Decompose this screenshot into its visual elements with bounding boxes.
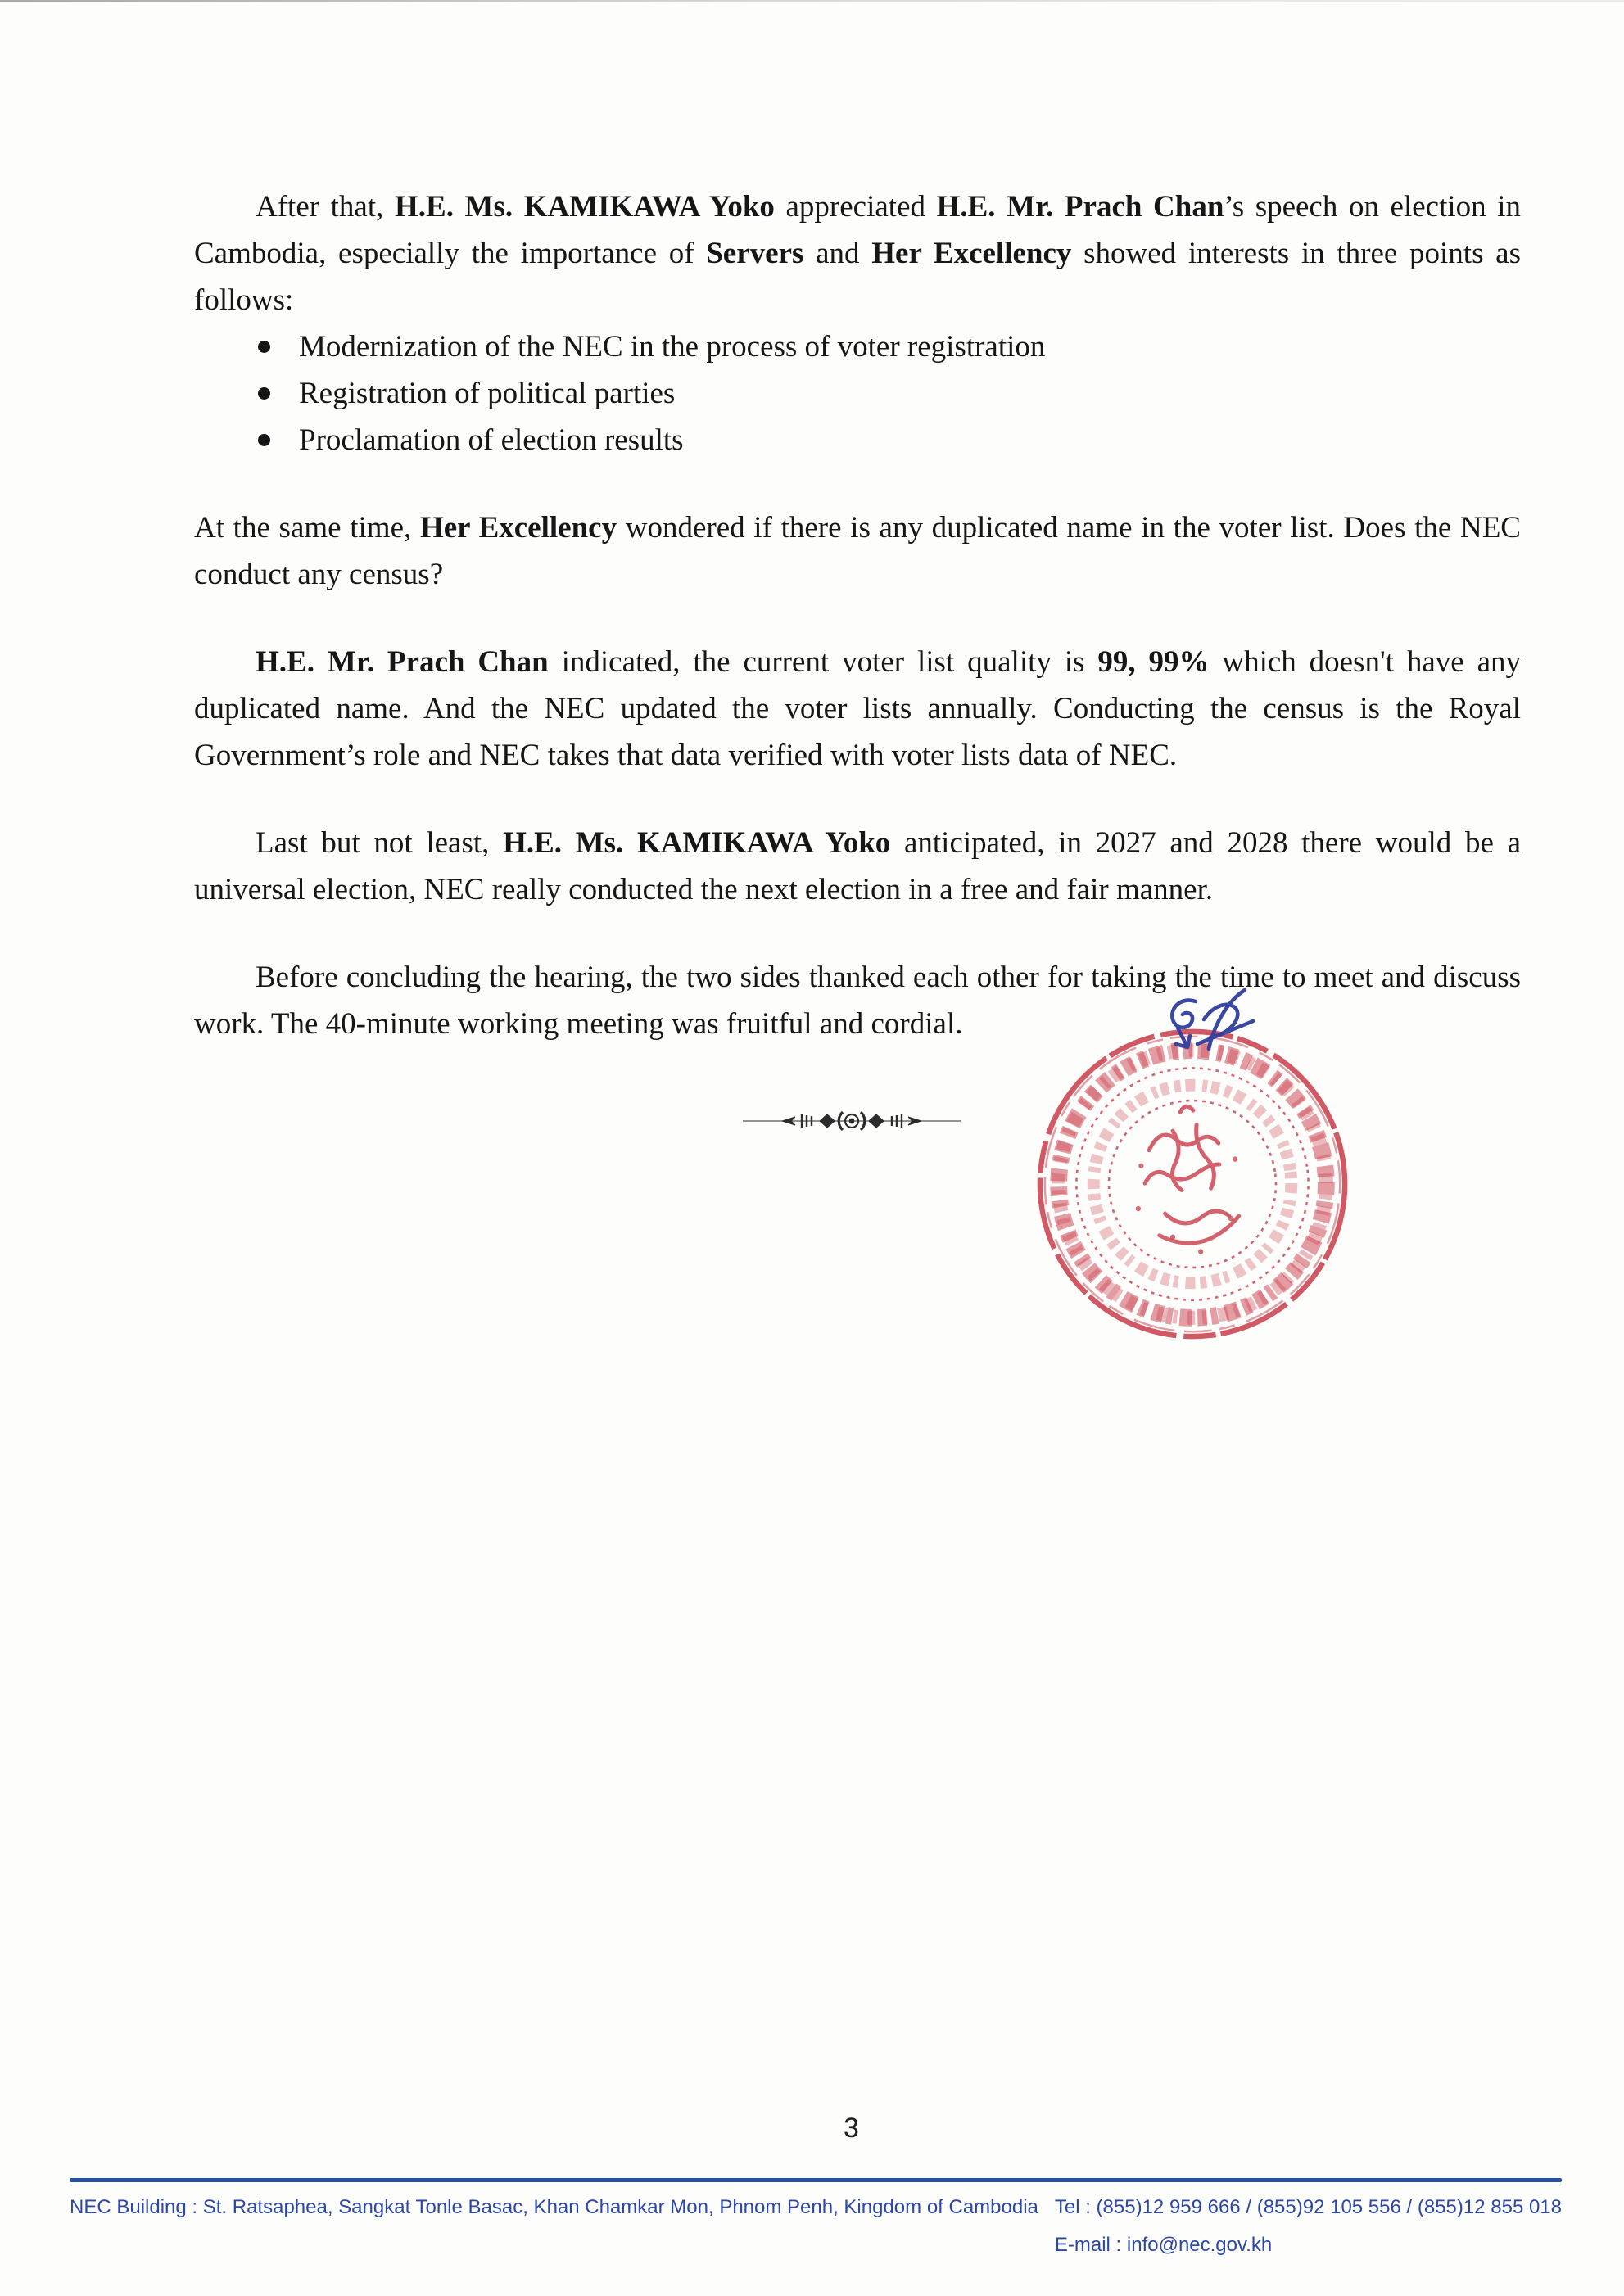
bullet-icon: [258, 434, 270, 446]
footer-telephone: Tel : (855)12 959 666 / (855)92 105 556 / (855)12 855 018: [1054, 2196, 1562, 2218]
divider-ornament-icon: [741, 1107, 962, 1135]
paragraph-after-that: After that, H.E. Ms. KAMIKAWA Yoko appreciated H.E. Mr. Prach Chan’s speech on election in Cambodia, especially the importance of Servers and Her Excellency showed interests in three points as follows:: [194, 190, 1522, 317]
list-item-text: Proclamation of election results: [299, 423, 684, 457]
signature-icon: [1153, 971, 1276, 1069]
list-item-text: Modernization of the NEC in the process of voter registration: [299, 330, 1046, 364]
bullet-icon: [258, 341, 270, 353]
footer-rule: [70, 2178, 1562, 2182]
paragraph-before-concluding: Before concluding the hearing, the two sides thanked each other for taking the time to meet and discuss work. The 40-minute working meeting was fruitful and cordial.: [194, 960, 1521, 1041]
list-item: [194, 417, 1521, 463]
list-item: [194, 323, 1521, 370]
page-footer: [70, 2178, 1562, 2258]
list-item-text: Registration of political parties: [299, 377, 676, 410]
page-number: 3: [844, 2113, 859, 2144]
list-item: [194, 370, 1521, 417]
bullet-icon: [258, 387, 270, 400]
paragraph-prach-chan: H.E. Mr. Prach Chan indicated, the current voter list quality is 99, 99% which doesn't have any duplicated name. And the NEC updated the voter lists annually. Conducting the census is the Royal Government’s role and NEC takes that data verified with voter lists data of NEC.: [194, 645, 1521, 772]
footer-email: E-mail : info@nec.gov.kh: [1054, 2234, 1273, 2256]
footer-address: NEC Building : St. Ratsaphea, Sangkat Tonle Basac, Khan Chamkar Mon, Phnom Penh, Kingdom of Cambodia: [70, 2196, 1038, 2218]
document-body: [194, 183, 1521, 1047]
paragraph-same-time: At the same time, Her Excellency wondered if there is any duplicated name in the voter list. Does the NEC conduct any census?: [194, 511, 1521, 591]
official-stamp-icon: [1030, 1022, 1355, 1346]
paragraph-last-but-not-least: Last but not least, H.E. Ms. KAMIKAWA Yoko anticipated, in 2027 and 2028 there would be a universal election, NEC really conducted the next election in a free and fair manner.: [194, 826, 1521, 906]
bullet-list: [194, 323, 1521, 463]
